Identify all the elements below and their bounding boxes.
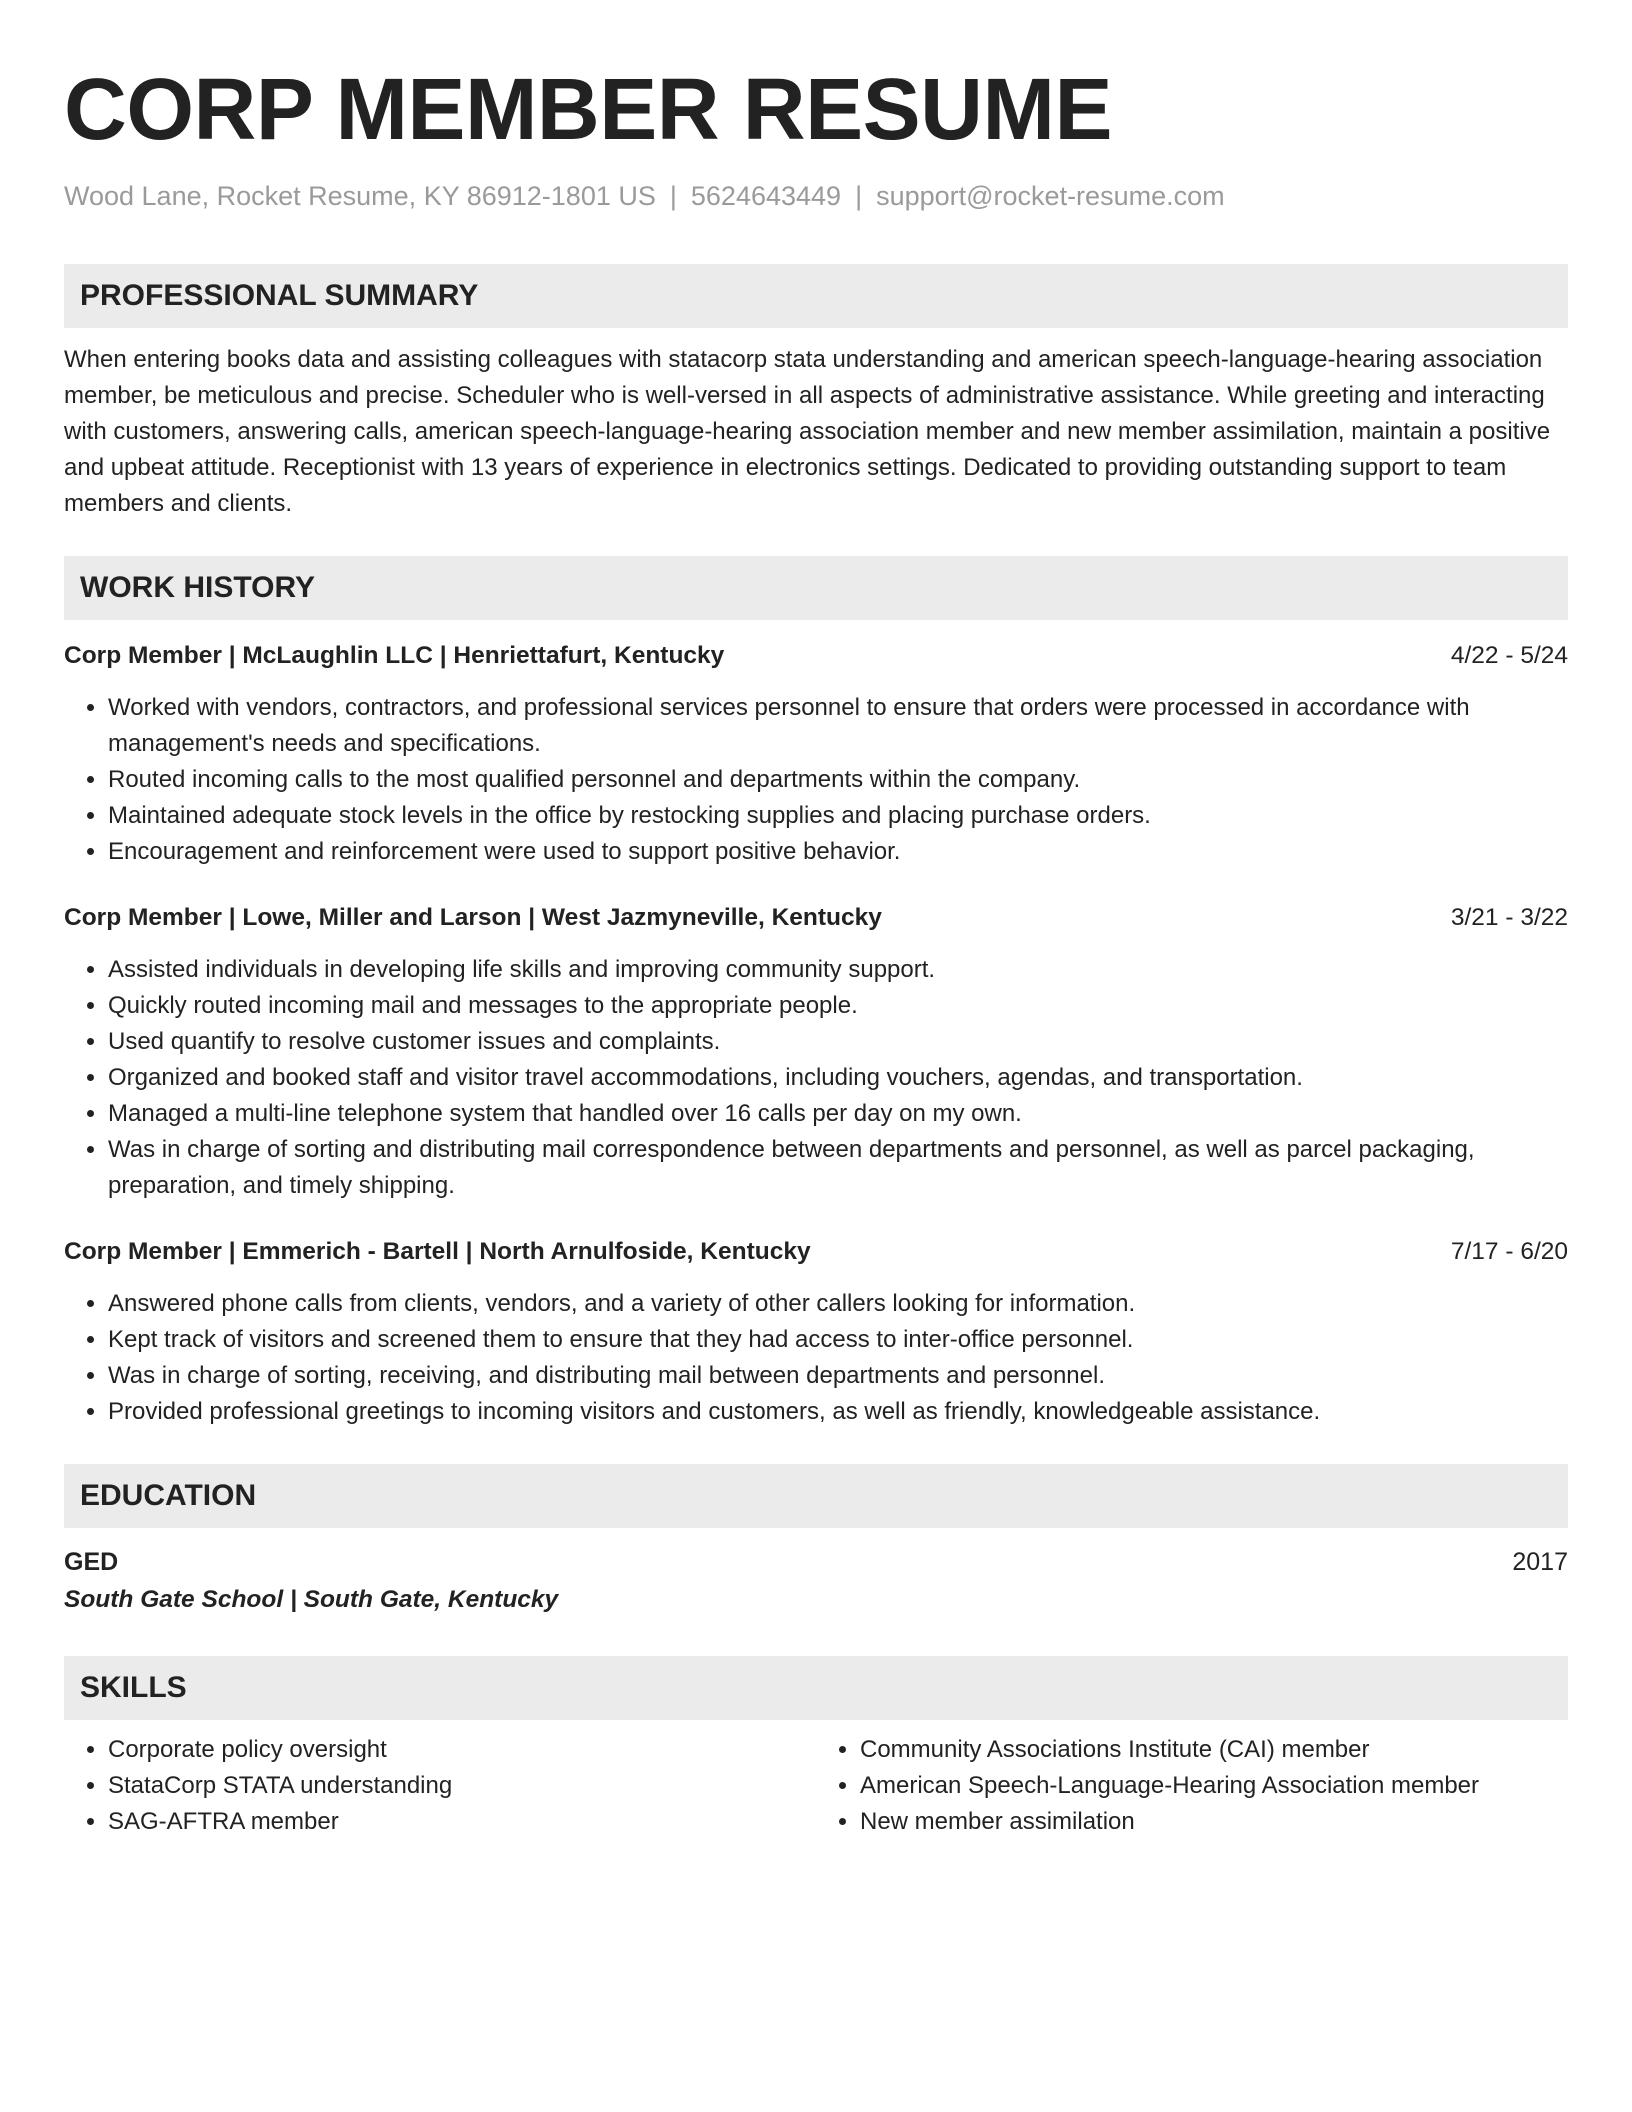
education-header [64,1544,1568,1580]
job-dates: 7/17 - 6/20 [1450,1238,1568,1266]
skills-list-right [816,1732,1568,1840]
education-school: South Gate School | South Gate, Kentucky [64,1586,559,1614]
job-bullet: • Quickly routed incoming mail and messages to the appropriate people. [108,988,1568,1024]
job-header [64,638,1568,674]
skill-item: • SAG-AFTRA member [108,1804,816,1840]
contact-address: Wood Lane, Rocket Resume, KY 86912-1801 US [64,181,656,211]
job-bullet: • Was in charge of sorting, receiving, and distributing mail between departments and personnel. [108,1358,1568,1394]
section-heading-summary: PROFESSIONAL SUMMARY [64,264,1568,328]
job-title: Corp Member | Lowe, Miller and Larson | West Jazmyneville, Kentucky [64,904,882,932]
job-title: Corp Member | Emmerich - Bartell | North Arnulfoside, Kentucky [64,1238,811,1266]
skill-item: • StataCorp STATA understanding [108,1768,816,1804]
contact-separator: | [669,181,677,211]
education-degree: GED [64,1548,119,1577]
job-bullets [64,1286,1568,1430]
summary-text: When entering books data and assisting colleagues with statacorp stata understanding and american speech-language-hearing association member, be meticulous and precise. Scheduler who is well-versed in all aspects of administrative assistance. While greeting and interacting with customers, answering calls, american speech-language-hearing association member and new member assimilation, maintain a positive and upbeat attitude. Receptionist with 13 years of experience in electronics settings. Dedicated to providing outstanding support to team members and clients. [64,346,1551,518]
job-bullet: • Managed a multi-line telephone system that handled over 16 calls per day on my own. [108,1096,1568,1132]
job-bullet: • Provided professional greetings to incoming visitors and customers, as well as friendly, knowledgeable assistance. [108,1394,1568,1430]
skill-item: • Community Associations Institute (CAI) member [860,1732,1568,1768]
contact-separator: | [855,181,863,211]
job-bullet: • Kept track of visitors and screened them to ensure that they had access to inter-office personnel. [108,1322,1568,1358]
job-header [64,1234,1568,1270]
job-bullets [64,952,1568,1204]
job-bullet: • Was in charge of sorting and distributing mail correspondence between departments and personnel, as well as parcel packaging, preparation, and timely shipping. [108,1132,1568,1204]
contact-line [64,179,1568,214]
job-bullet: • Organized and booked staff and visitor travel accommodations, including vouchers, agendas, and transportation. [108,1060,1568,1096]
job-entry [64,1234,1568,1430]
job-entry [64,900,1568,1204]
job-header [64,900,1568,936]
contact-phone: 5624643449 [690,181,842,211]
job-bullets [64,690,1568,870]
job-entry [64,638,1568,870]
job-title: Corp Member | McLaughlin LLC | Henriettafurt, Kentucky [64,642,725,670]
skills-list-left [64,1732,816,1840]
skill-item: • Corporate policy oversight [108,1732,816,1768]
education-year: 2017 [1512,1548,1568,1577]
job-bullet: • Routed incoming calls to the most qualified personnel and departments within the company. [108,762,1568,798]
job-bullet: • Worked with vendors, contractors, and professional services personnel to ensure that orders were processed in accordance with management's needs and specifications. [108,690,1568,762]
section-heading-work-history: WORK HISTORY [64,556,1568,620]
skills-columns [64,1732,1568,1840]
skill-item: • American Speech-Language-Hearing Association member [860,1768,1568,1804]
job-bullet: • Maintained adequate stock levels in the office by restocking supplies and placing purchase orders. [108,798,1568,834]
job-dates: 4/22 - 5/24 [1450,642,1568,670]
job-bullet: • Assisted individuals in developing life skills and improving community support. [108,952,1568,988]
skill-item: • New member assimilation [860,1804,1568,1840]
resume-title: CORP MEMBER RESUME [64,61,1112,158]
section-heading-skills: SKILLS [64,1656,1568,1720]
job-bullet: • Used quantify to resolve customer issues and complaints. [108,1024,1568,1060]
job-dates: 3/21 - 3/22 [1450,904,1568,932]
job-bullet: • Answered phone calls from clients, vendors, and a variety of other callers looking for information. [108,1286,1568,1322]
job-bullet: • Encouragement and reinforcement were used to support positive behavior. [108,834,1568,870]
contact-email: support@rocket-resume.com [876,181,1225,211]
section-heading-education: EDUCATION [64,1464,1568,1528]
